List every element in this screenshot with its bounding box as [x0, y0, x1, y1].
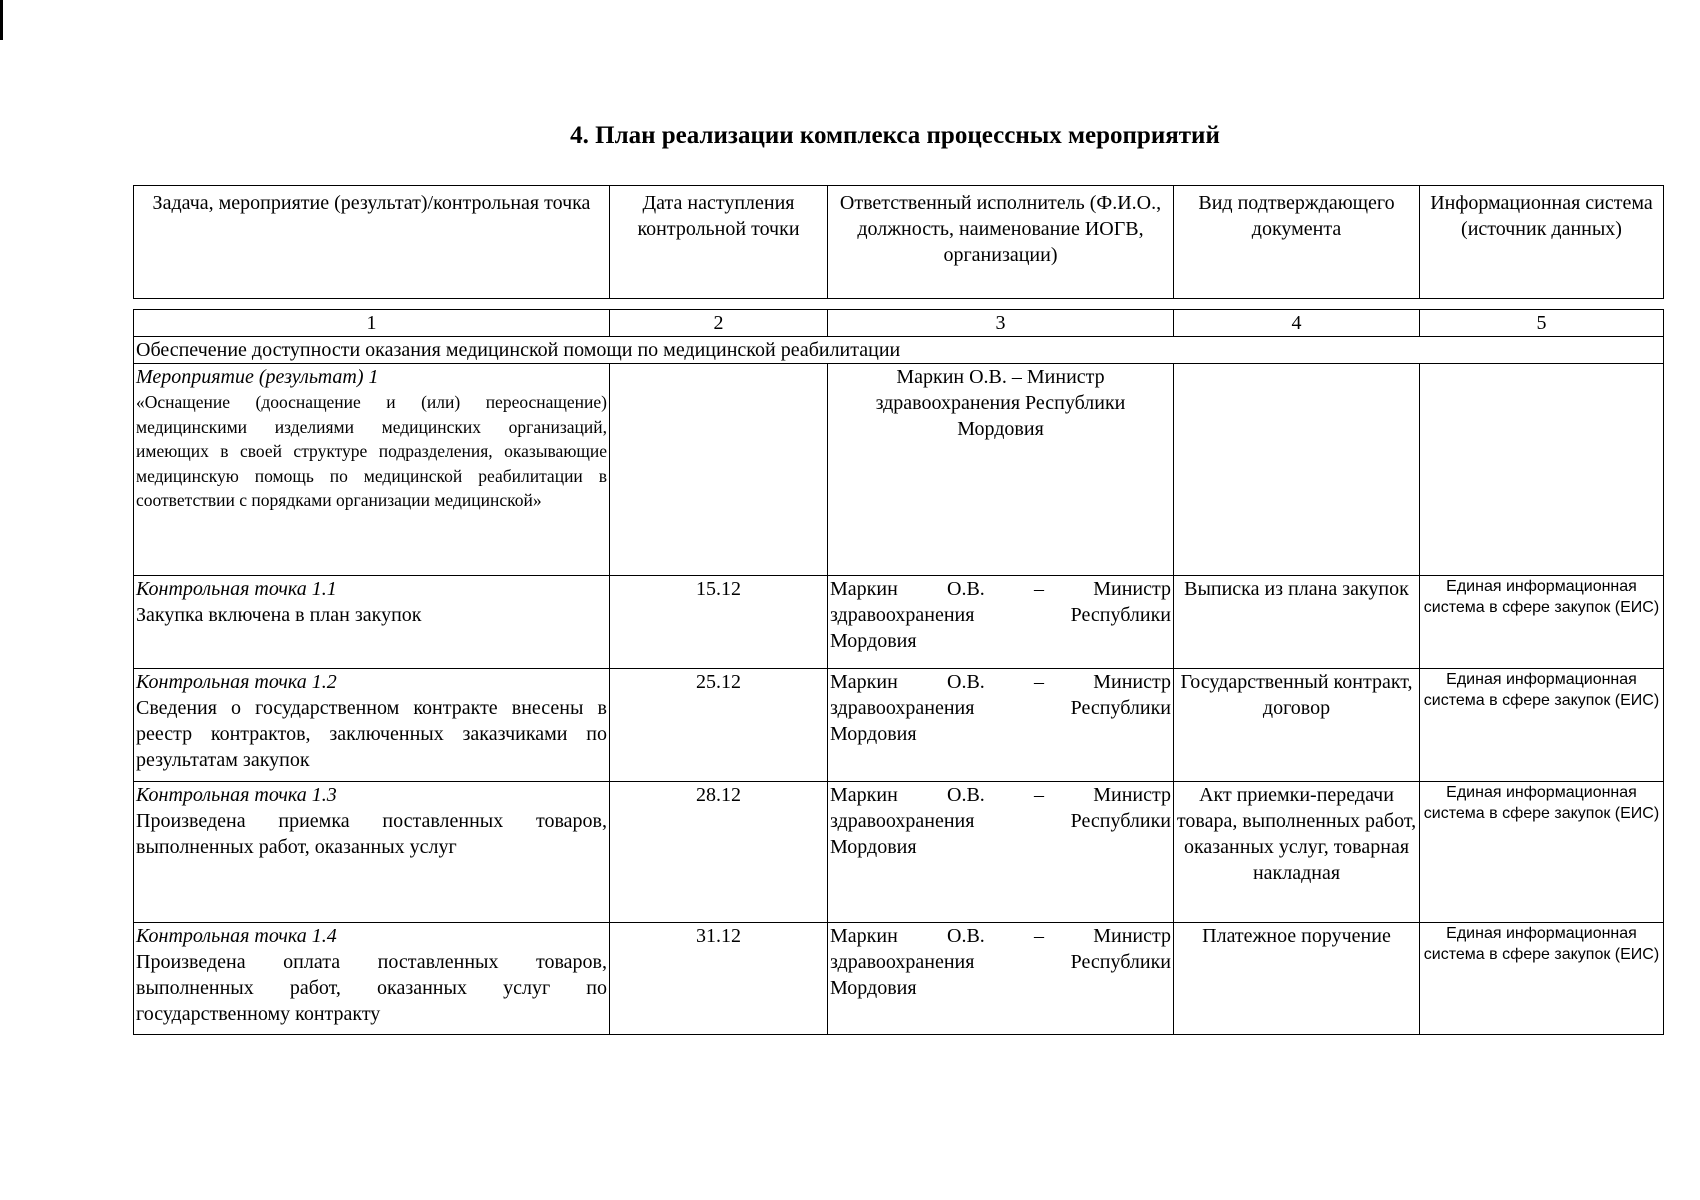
checkpoint-row	[134, 923, 1664, 1035]
page-title: 4. План реализации комплекса процессных мероприятий	[570, 122, 1220, 149]
checkpoint-date: 25.12	[610, 669, 828, 782]
column-number: 5	[1420, 310, 1664, 337]
header-date: Дата наступления контрольной точки	[610, 186, 828, 299]
header-document: Вид подтверждающего документа	[1174, 186, 1420, 299]
checkpoint-responsible: Маркин О.В. – Министр здравоохранения Республики Мордовия	[828, 923, 1174, 1035]
checkpoint-text: Произведена приемка поставленных товаров, выполненных работ, оказанных услуг	[136, 810, 607, 858]
checkpoint-date: 28.12	[610, 782, 828, 923]
checkpoint-text: Сведения о государственном контракте внесены в реестр контрактов, заключенных заказчиками по результатам закупок	[136, 697, 607, 771]
checkpoint-row	[134, 782, 1664, 923]
event-cell	[134, 364, 610, 576]
header-table	[133, 185, 1664, 299]
checkpoint-cell	[134, 576, 610, 669]
column-number-row	[134, 310, 1664, 337]
scan-corner-mark	[0, 0, 3, 40]
checkpoint-cell	[134, 669, 610, 782]
checkpoint-responsible: Маркин О.В. – Министр здравоохранения Республики Мордовия	[828, 669, 1174, 782]
checkpoint-heading: Контрольная точка 1.3	[136, 784, 337, 806]
section-row	[134, 337, 1664, 364]
checkpoint-heading: Контрольная точка 1.2	[136, 671, 337, 693]
column-number: 4	[1174, 310, 1420, 337]
event-document	[1174, 364, 1420, 576]
checkpoint-responsible: Маркин О.В. – Министр здравоохранения Республики Мордовия	[828, 782, 1174, 923]
checkpoint-document: Выписка из плана закупок	[1174, 576, 1420, 669]
event-row	[134, 364, 1664, 576]
event-heading: Мероприятие (результат) 1	[136, 366, 379, 388]
header-task: Задача, мероприятие (результат)/контрольная точка	[134, 186, 610, 299]
checkpoint-system: Единая информационная система в сфере закупок (ЕИС)	[1420, 669, 1664, 782]
checkpoint-date: 15.12	[610, 576, 828, 669]
checkpoint-system: Единая информационная система в сфере закупок (ЕИС)	[1420, 923, 1664, 1035]
event-date	[610, 364, 828, 576]
checkpoint-system: Единая информационная система в сфере закупок (ЕИС)	[1420, 576, 1664, 669]
header-responsible: Ответственный исполнитель (Ф.И.О., должность, наименование ИОГВ, организации)	[828, 186, 1174, 299]
checkpoint-date: 31.12	[610, 923, 828, 1035]
checkpoint-cell	[134, 782, 610, 923]
checkpoint-heading: Контрольная точка 1.1	[136, 578, 337, 600]
header-system: Информационная система (источник данных)	[1420, 186, 1664, 299]
event-system	[1420, 364, 1664, 576]
checkpoint-row	[134, 669, 1664, 782]
checkpoint-system: Единая информационная система в сфере закупок (ЕИС)	[1420, 782, 1664, 923]
column-number: 2	[610, 310, 828, 337]
column-number: 1	[134, 310, 610, 337]
checkpoint-cell	[134, 923, 610, 1035]
checkpoint-text: Закупка включена в план закупок	[136, 604, 422, 626]
checkpoint-heading: Контрольная точка 1.4	[136, 925, 337, 947]
checkpoint-text: Произведена оплата поставленных товаров, выполненных работ, оказанных услуг по государственному контракту	[136, 951, 607, 1025]
header-row	[134, 186, 1664, 299]
section-title: Обеспечение доступности оказания медицинской помощи по медицинской реабилитации	[134, 337, 1664, 364]
checkpoint-row	[134, 576, 1664, 669]
event-text: «Оснащение (дооснащение и (или) переоснащение) медицинскими изделиями медицинских организаций, имеющих в своей структуре подразделения, оказывающие медицинскую помощь по медицинской реабилитации в соответствии с порядками организации медицинской»	[136, 392, 607, 510]
checkpoint-document: Акт приемки-передачи товара, выполненных работ, оказанных услуг, товарная накладная	[1174, 782, 1420, 923]
checkpoint-document: Платежное поручение	[1174, 923, 1420, 1035]
column-number: 3	[828, 310, 1174, 337]
checkpoint-document: Государственный контракт, договор	[1174, 669, 1420, 782]
plan-table	[133, 309, 1664, 1035]
event-responsible: Маркин О.В. – Министр здравоохранения Республики Мордовия	[828, 364, 1174, 576]
checkpoint-responsible: Маркин О.В. – Министр здравоохранения Республики Мордовия	[828, 576, 1174, 669]
